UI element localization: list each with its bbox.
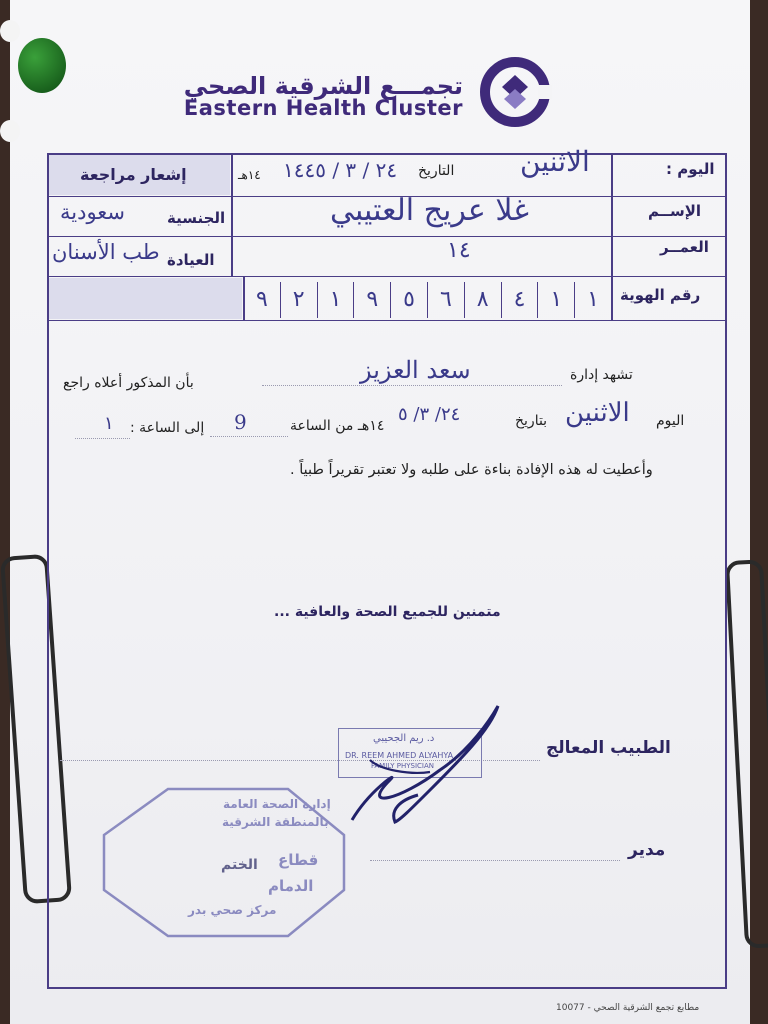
- certify-suffix: بأن المذكور أعلاه راجع: [63, 375, 194, 391]
- nationality-value: سعودية: [60, 200, 126, 224]
- stamp-label: الختم: [221, 857, 258, 873]
- id-digit-cell: ٨: [464, 282, 501, 318]
- day-label: اليوم :: [666, 160, 715, 178]
- to-hour-dotted-line: [75, 438, 130, 439]
- id-digit-cell: ١: [537, 282, 574, 318]
- official-stamp-line-1: إدارة الصحة العامة: [223, 797, 331, 811]
- doctor-stamp-name: د. ريم الجحيبي: [373, 733, 435, 744]
- id-digit-cell: ٩: [243, 282, 280, 318]
- official-stamp: [98, 785, 350, 940]
- id-label: رقم الهوية: [620, 286, 701, 304]
- visit-date-value: ٢٤/ ٣/ ٥: [398, 404, 461, 425]
- visit-date-suffix: ١٤هـ من الساعة: [290, 418, 385, 434]
- age-value: ١٤: [447, 238, 471, 263]
- grid-line: [611, 153, 613, 320]
- official-stamp-line-4: الدمام: [268, 877, 314, 895]
- from-hour-dotted-line: [210, 436, 288, 437]
- green-bead-decoration: [18, 38, 66, 93]
- age-label: العمــر: [660, 238, 709, 256]
- visit-day-label: اليوم: [656, 413, 685, 429]
- id-digit-cell: ٦: [427, 282, 464, 318]
- doctor-stamp-en: DR. REEM AHMED ALYAHYA: [345, 751, 454, 760]
- id-digit-cell: ٢: [280, 282, 317, 318]
- manager-label: مدير: [628, 840, 666, 860]
- clinic-value: طب الأسنان: [52, 240, 160, 264]
- clinic-label: العيادة: [167, 251, 215, 269]
- date-value: ٢٤ / ٣ / ١٤٤٥: [283, 158, 398, 182]
- certify-dotted-line: [262, 385, 562, 386]
- certify-value: سعد العزيز: [360, 356, 471, 384]
- to-hour-value: ١: [104, 413, 114, 434]
- id-digit-cell: ٥: [390, 282, 427, 318]
- official-stamp-line-2: بالمنطقة الشرقية: [222, 815, 329, 829]
- treating-doctor-label: الطبيب المعالج: [546, 738, 671, 758]
- date-suffix: ١٤هـ: [238, 168, 261, 182]
- from-hour-value: 9: [234, 410, 247, 434]
- manager-dotted-line: [370, 860, 620, 861]
- statement-text: وأعطيت له هذه الإفادة بناءة على طلبه ولا تعتبر تقريراً طبياً .: [290, 462, 653, 478]
- official-stamp-line-5: مركز صحي بدر: [188, 903, 277, 917]
- doctor-stamp-title: FAMILY PHYSICIAN: [371, 762, 434, 770]
- eastern-health-cluster-logo-icon: [478, 55, 552, 129]
- date-label: التاريخ: [418, 163, 455, 179]
- shaded-id-blank-cell: [49, 278, 242, 319]
- id-digit-cell: ٩: [353, 282, 390, 318]
- id-digit-cell: ٤: [501, 282, 538, 318]
- id-digit-cell: ١: [574, 282, 611, 318]
- official-stamp-line-3: قطاع: [278, 851, 319, 869]
- white-bead-decoration-2: [0, 120, 20, 142]
- logo-arabic-name: تجمـــع الشرقية الصحي: [183, 72, 463, 100]
- wishes-text: متمنين للجميع الصحة والعافية ...: [274, 604, 501, 620]
- name-label: الإســم: [648, 202, 702, 220]
- white-bead-decoration: [0, 20, 20, 42]
- name-value: غلا عريج العتيبي: [330, 193, 529, 228]
- printer-footer: مطابع تجمع الشرقية الصحي - 10077: [556, 1003, 700, 1013]
- doctor-signature: [340, 700, 510, 830]
- id-digit-cell: ١: [317, 282, 354, 318]
- grid-line: [231, 153, 233, 276]
- form-title: إشعار مراجعة: [80, 165, 187, 184]
- logo-english-name: Eastern Health Cluster: [183, 96, 463, 120]
- to-hour-label: إلى الساعة :: [130, 420, 205, 436]
- visit-day-value: الاثنين: [565, 398, 630, 428]
- certify-label: تشهد إدارة: [570, 367, 633, 383]
- visit-date-label: بتاريخ: [515, 413, 548, 429]
- day-value: الاثنين: [520, 145, 590, 178]
- nationality-label: الجنسية: [167, 209, 226, 227]
